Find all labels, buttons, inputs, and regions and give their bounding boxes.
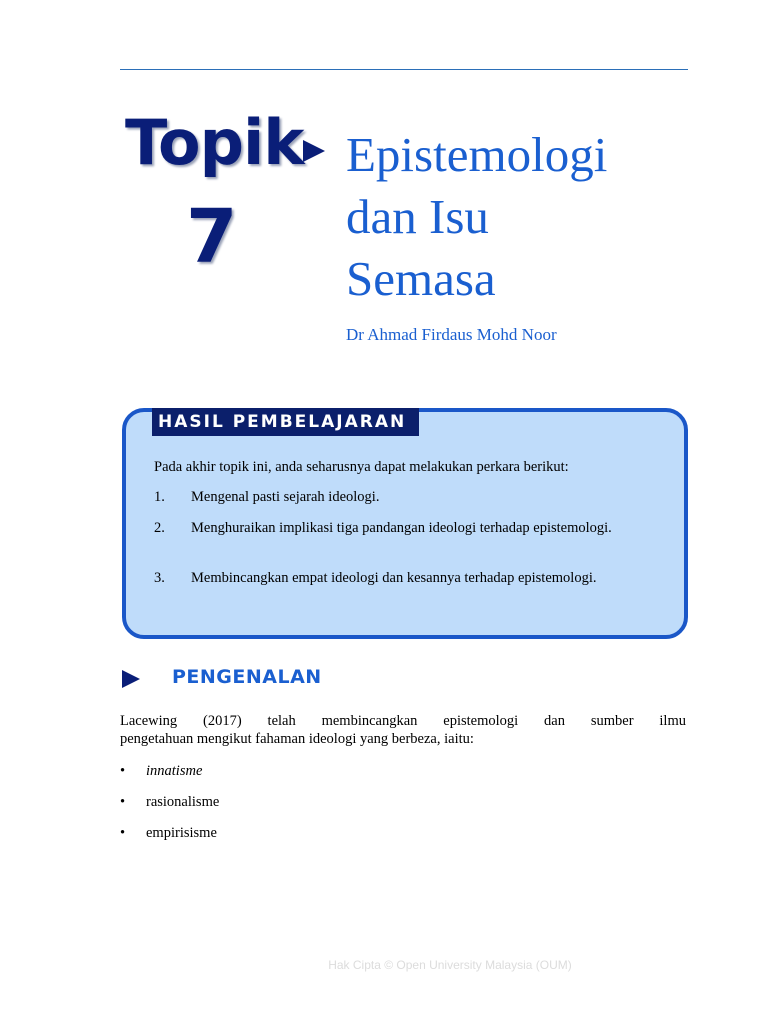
triangle-right-icon xyxy=(303,140,325,162)
outcome-text: Membincangkan empat ideologi dan kesannya terhadap epistemologi. xyxy=(191,570,597,586)
copyright-footer: Hak Cipta © Open University Malaysia (OUM) xyxy=(328,958,572,972)
list-item-text: empirisisme xyxy=(146,825,217,841)
paragraph-line: pengetahuan mengikut fahaman ideologi yang berbeza, iaitu: xyxy=(120,731,474,747)
bullet-icon: • xyxy=(120,763,126,779)
outcome-text: Menghuraikan implikasi tiga pandangan ideologi terhadap epistemologi. xyxy=(191,520,612,536)
author-name: Dr Ahmad Firdaus Mohd Noor xyxy=(346,325,557,344)
paragraph-line: Lacewing (2017) telah membincangkan epistemologi dan sumber ilmu xyxy=(120,713,686,729)
page-title xyxy=(346,124,746,310)
list-item-text: innatisme xyxy=(146,763,203,779)
bullet-icon: • xyxy=(120,794,126,810)
title-line-1: Epistemologi xyxy=(346,127,608,182)
top-rule xyxy=(120,69,688,70)
outcome-number: 2. xyxy=(154,520,165,536)
bullet-icon: • xyxy=(120,825,126,841)
outcome-number: 1. xyxy=(154,489,165,505)
title-line-3: Semasa xyxy=(346,251,496,306)
triangle-right-icon xyxy=(122,670,140,688)
title-line-2: dan Isu xyxy=(346,189,489,244)
topik-number: 7 xyxy=(186,194,238,280)
learning-outcomes-intro: Pada akhir topik ini, anda seharusnya dapat melakukan perkara berikut: xyxy=(154,459,569,475)
outcome-number: 3. xyxy=(154,570,165,586)
topik-word: Topik xyxy=(125,106,304,179)
section-heading: PENGENALAN xyxy=(172,666,322,688)
intro-paragraph xyxy=(120,712,686,748)
outcome-text: Mengenal pasti sejarah ideologi. xyxy=(191,489,380,505)
list-item-text: rasionalisme xyxy=(146,794,220,810)
learning-outcomes-label: HASIL PEMBELAJARAN xyxy=(152,408,419,436)
